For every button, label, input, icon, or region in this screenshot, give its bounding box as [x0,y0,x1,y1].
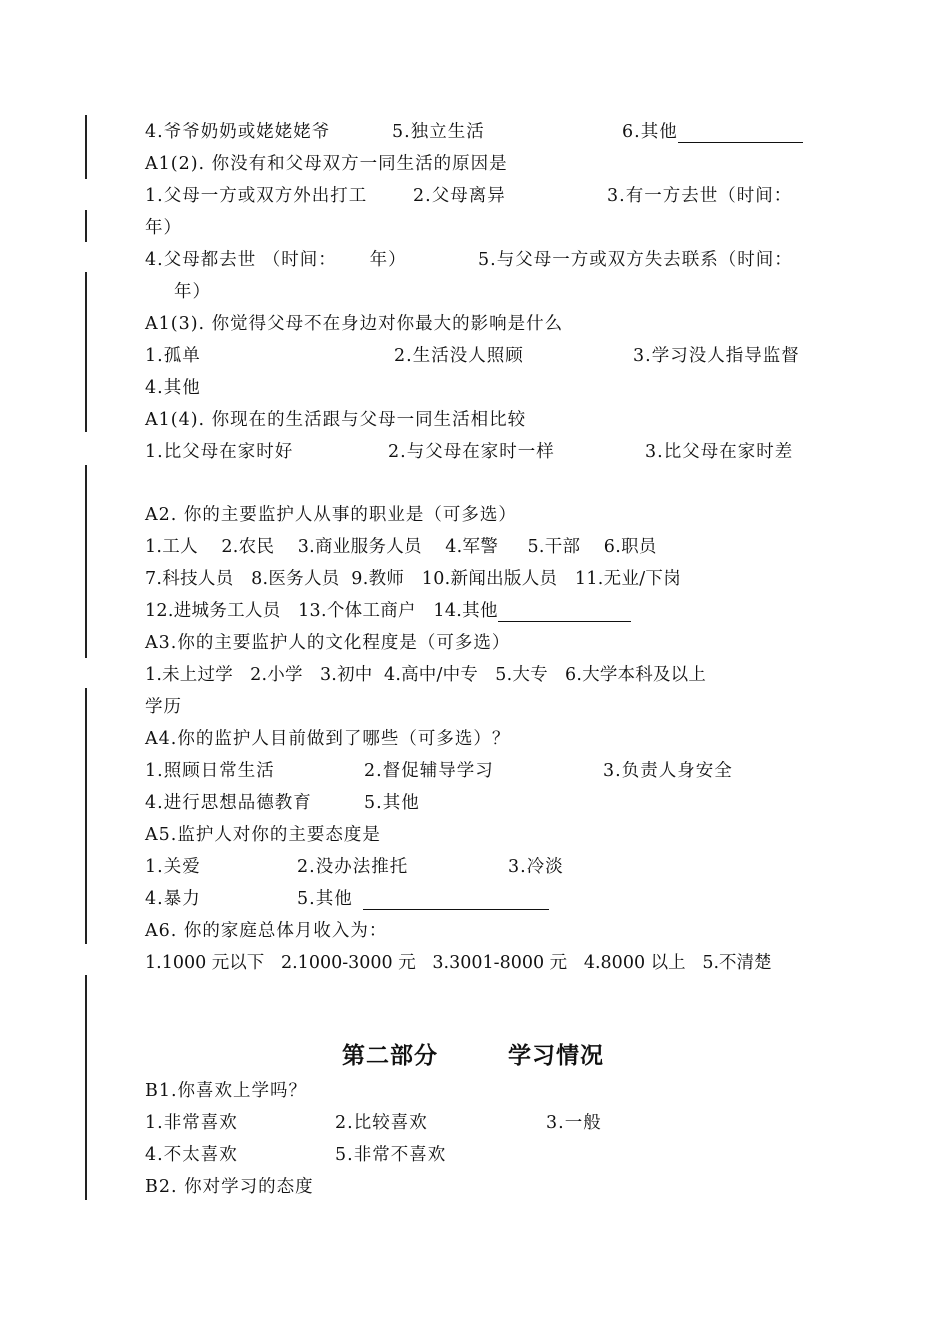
option-text: 1.照顾日常生活 [145,761,275,781]
margin-bar [85,115,87,179]
option-text: 3.负责人身安全 [603,761,733,781]
question-text: B1.你喜欢上学吗？ [145,1081,308,1101]
option-text: 7.科技人员 8.医务人员 9.教师 10.新闻出版人员 11.无业/下岗 [145,569,682,589]
option-text: 5.非常不喜欢 [335,1145,447,1165]
section-title: 学习情况 [508,1043,604,1069]
option-text: 1.关爱 [145,857,201,877]
option-text: 3.一般 [546,1113,602,1133]
option-text: 2.生活没人照顾 [394,346,524,366]
margin-bar [85,210,87,242]
option-text: 4.暴力 [145,889,201,909]
question-text: A3.你的主要监护人的文化程度是（可多选） [145,633,511,653]
question-text: B2. 你对学习的态度 [145,1177,314,1197]
option-text: 3.冷淡 [508,857,564,877]
option-text: 12.进城务工人员 13.个体工商户 14.其他 [145,600,631,622]
option-text: 年） [174,282,211,302]
option-text: 2.父母离异 [413,186,506,206]
question-text: A1(4). 你现在的生活跟与父母一同生活相比较 [145,410,527,430]
option-text: 学历 [145,697,182,717]
margin-bar [85,465,87,658]
option-text: 2.督促辅导学习 [364,761,494,781]
question-text: A2. 你的主要监护人从事的职业是（可多选） [145,505,517,525]
fill-blank[interactable] [498,604,631,622]
option-text: 4.爷爷奶奶或姥姥姥爷 [145,122,331,142]
option-text: 2.与父母在家时一样 [388,442,555,462]
option-text: 3.学习没人指导监督 [633,346,800,366]
option-text: 4.不太喜欢 [145,1145,238,1165]
option-text: 5.其他 [364,793,420,813]
margin-bar [85,975,87,1200]
fill-blank[interactable] [678,125,803,143]
option-text: 5.与父母一方或双方失去联系（时间： [478,250,793,270]
option-text: 1.孤单 [145,346,201,366]
margin-bar [85,272,87,432]
option-text: 4.进行思想品德教育 [145,793,312,813]
option-text: 1.工人 2.农民 3.商业服务人员 4.军警 5.干部 6.职员 [145,537,657,557]
option-text: 年） [145,218,182,238]
option-text: 1.比父母在家时好 [145,442,294,462]
question-text: A4.你的监护人目前做到了哪些（可多选）？ [145,729,511,749]
section-part-label: 第二部分 [342,1043,438,1069]
option-text: 3.有一方去世（时间： [607,186,793,206]
option-text: 4.父母都去世 （时间： 年） [145,250,407,270]
option-text: 2.比较喜欢 [335,1113,428,1133]
option-text: 3.比父母在家时差 [645,442,794,462]
question-text: A6. 你的家庭总体月收入为： [145,921,388,941]
option-text: 2.没办法推托 [297,857,409,877]
option-text: 4.其他 [145,378,201,398]
option-text: 1.1000 元以下 2.1000-3000 元 3.3001-8000 元 4.8000 以上 5.不清楚 [145,953,772,973]
question-text: A5.监护人对你的主要态度是 [145,825,381,845]
fill-blank[interactable] [363,892,549,910]
option-text: 6.其他 [622,121,803,143]
option-text: 1.父母一方或双方外出打工 [145,186,368,206]
option-text: 1.未上过学 2.小学 3.初中 4.高中/中专 5.大专 6.大学本科及以上 [145,665,707,685]
option-text: 5.独立生活 [392,122,485,142]
question-text: A1(2). 你没有和父母双方一同生活的原因是 [145,154,508,174]
option-text: 5.其他 [297,888,549,910]
question-text: A1(3). 你觉得父母不在身边对你最大的影响是什么 [145,314,564,334]
margin-bar [85,688,87,944]
option-text: 1.非常喜欢 [145,1113,238,1133]
